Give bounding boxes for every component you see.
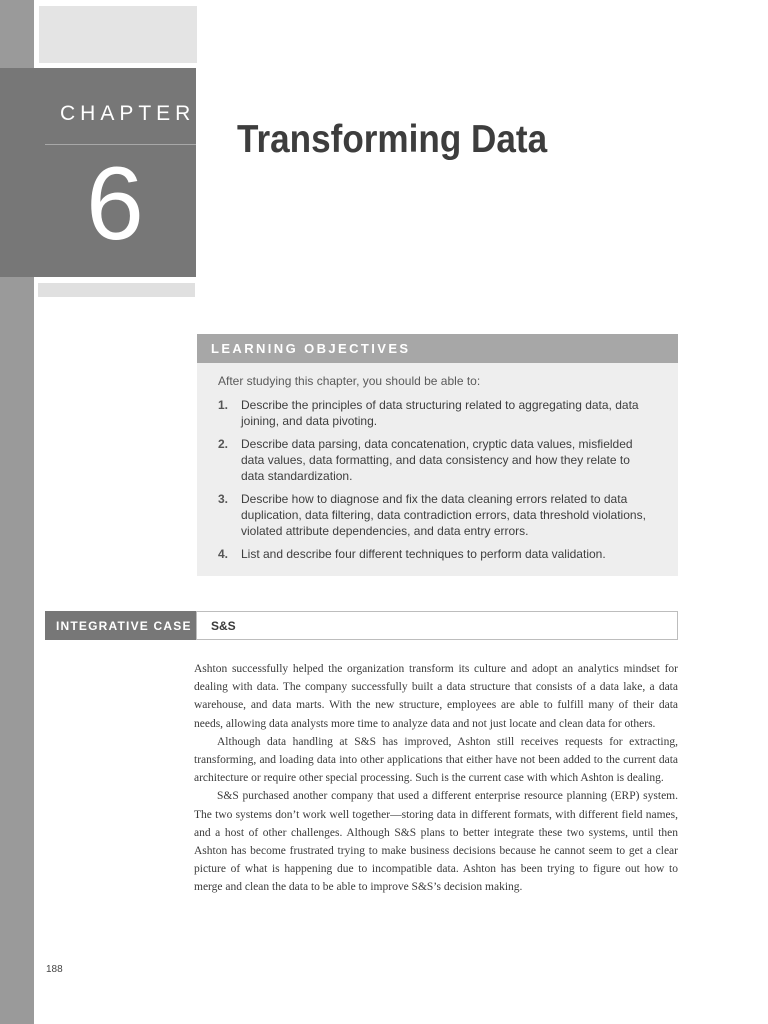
learning-objectives-heading: LEARNING OBJECTIVES [197, 334, 678, 363]
objective-text: Describe how to diagnose and fix the data cleaning errors related to data duplication, data filtering, data contradiction errors, data threshold violations, violated attribute dependencies, and data entry errors. [241, 492, 646, 538]
header-decor-box [39, 6, 197, 63]
learning-objectives-list [218, 397, 678, 562]
case-body [194, 660, 678, 897]
body-paragraph: Ashton successfully helped the organization transform its culture and adopt an analytics mindset for dealing with data. The company successfully built a data structure that consists of a data lake, a data warehouse, and data marts. With the new structure, employees are able to fulfill many of their data needs, allowing data analysts more time to analyze data and not just locate and clean data for others. [194, 663, 678, 730]
objective-number: 1. [218, 398, 229, 412]
list-item [218, 436, 678, 484]
objective-text: Describe data parsing, data concatenation, cryptic data values, misfielded data values, data formatting, and data consistency and how they relate to data standardization. [241, 437, 633, 483]
chapter-underbar [38, 283, 195, 297]
list-item [218, 546, 678, 562]
list-item [218, 491, 678, 539]
objective-number: 2. [218, 437, 229, 451]
chapter-title: Transforming Data [237, 118, 548, 161]
objective-text: List and describe four different techniques to perform data validation. [241, 547, 606, 561]
chapter-divider [45, 144, 196, 145]
page-number: 188 [46, 964, 63, 975]
body-paragraph: Although data handling at S&S has improved, Ashton still receives requests for extracting, transforming, and loading data into other applications that either have not been added to the current data architecture or require other special processing. Such is the current case with which Ashton is dealing. [194, 735, 678, 785]
chapter-number: 6 [86, 146, 144, 262]
chapter-label: CHAPTER [60, 102, 196, 125]
objective-number: 4. [218, 547, 229, 561]
objective-number: 3. [218, 492, 229, 506]
objective-text: Describe the principles of data structuring related to aggregating data, data joining, and data pivoting. [241, 398, 639, 428]
list-item [218, 397, 678, 429]
body-paragraph: S&S purchased another company that used a different enterprise resource planning (ERP) system. The two systems don’t work well together—storing data in different formats, with different field names, and a host of other challenges. Although S&S plans to better integrate these two systems, until then Ashton has become frustrated trying to make business decisions because he cannot seem to get a clear picture of what is happening due to incompatible data. Ashton has been trying to figure out how to merge and clean the data to be able to improve S&S’s decision making. [194, 790, 678, 894]
case-name: S&S [196, 611, 678, 640]
learning-objectives-intro: After studying this chapter, you should be able to: [218, 374, 481, 388]
integrative-case-label: INTEGRATIVE CASE [45, 611, 196, 640]
learning-objectives-box [197, 334, 678, 576]
